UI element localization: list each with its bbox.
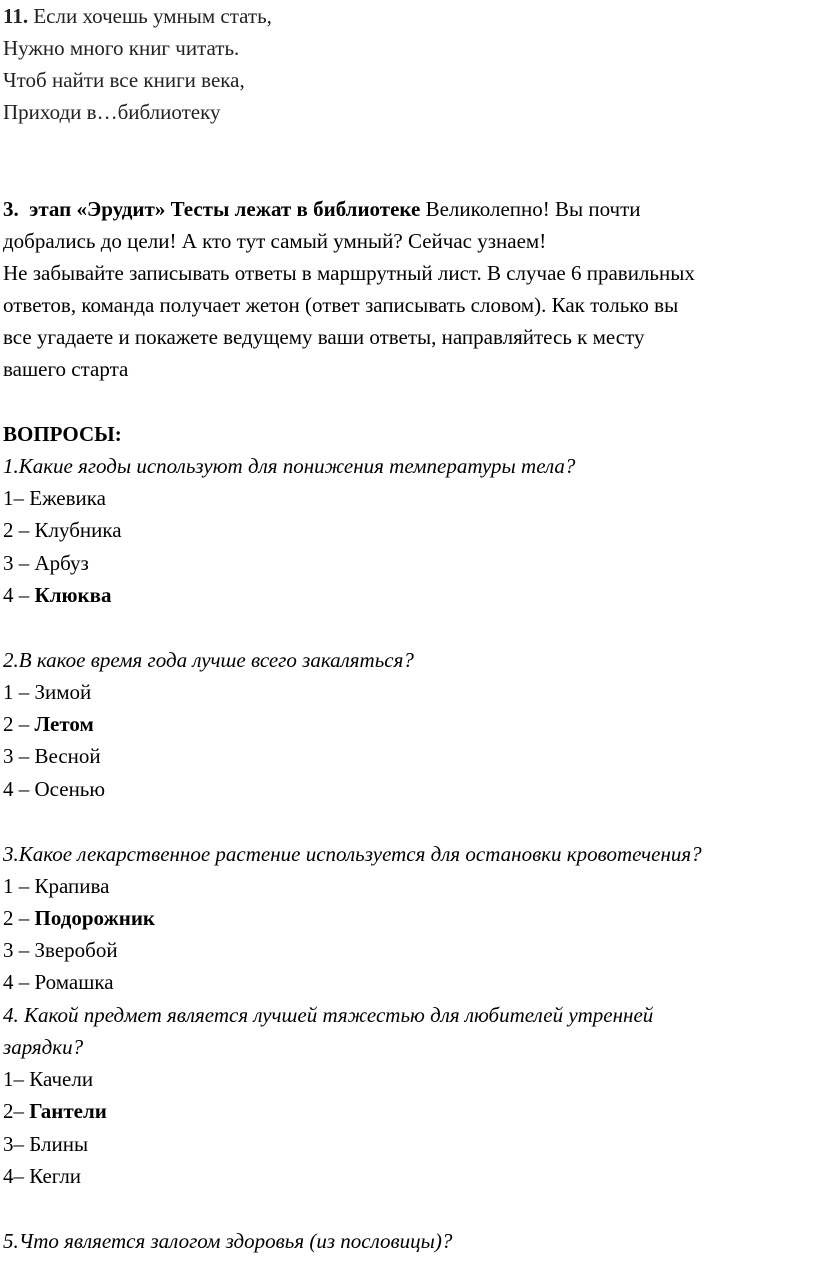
option-text: Качели [29, 1067, 94, 1091]
question-2-text: 2.В какое время года лучше всего закаляться? [3, 648, 414, 672]
option-prefix: 4 – [3, 970, 35, 994]
option-prefix: 1 – [3, 874, 35, 898]
question-2-option-4 [3, 773, 105, 805]
option-text: Кегли [29, 1164, 82, 1188]
option-text: Весной [34, 744, 101, 768]
question-1-option-1 [3, 482, 106, 514]
question-1-option-2 [3, 514, 122, 546]
correct-answer: Летом [34, 712, 94, 736]
question-4-option-3 [3, 1128, 88, 1160]
stage-intro-line-5: все угадаете и покажете ведущему ваши ответы, направляйтесь к месту [3, 325, 645, 349]
stage-intro-text: Великолепно! Вы почти [425, 197, 641, 221]
stage-intro-line-2: добрались до цели! А кто тут самый умный? Сейчас узнаем! [3, 229, 547, 253]
correct-answer: Подорожник [34, 906, 156, 930]
question-3-option-3 [3, 934, 118, 966]
question-3-text: 3.Какое лекарственное растение используется для остановки кровотечения? [3, 842, 702, 866]
question-2-option-2 [3, 708, 94, 740]
option-prefix: 1– [3, 486, 30, 510]
question-1-option-3 [3, 547, 89, 579]
poem-number: 11. [3, 4, 29, 28]
option-prefix: 2 – [3, 518, 35, 542]
question-2-option-1 [3, 676, 91, 708]
stage-intro-line-3: Не забывайте записывать ответы в маршрутный лист. В случае 6 правильных [3, 261, 695, 285]
question-4-option-2 [3, 1095, 107, 1127]
option-prefix: 4 – [3, 583, 35, 607]
question-3-option-4 [3, 966, 114, 998]
question-4-text-line-1: 4. Какой предмет является лучшей тяжестью для любителей утренней [3, 1003, 654, 1027]
option-prefix: 1 – [3, 680, 35, 704]
stage-heading-line [3, 193, 641, 225]
stage-intro-line-4: ответов, команда получает жетон (ответ записывать словом). Как только вы [3, 293, 679, 317]
option-prefix: 3 – [3, 938, 35, 962]
question-2-option-3 [3, 740, 101, 772]
option-prefix: 3 – [3, 744, 35, 768]
poem-line-3: Чтоб найти все книги века, [3, 68, 245, 92]
question-3-option-2 [3, 902, 155, 934]
poem-text: Если хочешь умным стать, [33, 4, 272, 28]
question-4-option-4 [3, 1160, 81, 1192]
poem-line-4: Приходи в…библиотеку [3, 100, 221, 124]
option-prefix: 2 – [3, 906, 35, 930]
stage-title: этап «Эрудит» Тесты лежат в библиотеке [29, 197, 421, 221]
option-prefix: 3 – [3, 551, 35, 575]
option-prefix: 1– [3, 1067, 30, 1091]
option-text: Клубника [34, 518, 122, 542]
poem-line-2: Нужно много книг читать. [3, 36, 240, 60]
question-4-option-1 [3, 1063, 93, 1095]
option-prefix: 4– [3, 1164, 30, 1188]
option-text: Крапива [34, 874, 110, 898]
option-prefix: 2– [3, 1099, 30, 1123]
option-text: Арбуз [34, 551, 89, 575]
questions-heading: ВОПРОСЫ: [3, 422, 122, 446]
question-4-text-line-2: зарядки? [3, 1035, 84, 1059]
option-prefix: 4 – [3, 777, 35, 801]
poem-line-1 [3, 0, 272, 32]
option-prefix: 3– [3, 1132, 30, 1156]
option-prefix: 2 – [3, 712, 35, 736]
stage-number: 3. [3, 197, 19, 221]
question-1-option-4 [3, 579, 112, 611]
question-3-option-1 [3, 870, 110, 902]
option-text: Ромашка [34, 970, 114, 994]
correct-answer: Клюква [34, 583, 112, 607]
option-text: Блины [29, 1132, 89, 1156]
stage-intro-line-6: вашего старта [3, 357, 129, 381]
option-text: Зверобой [34, 938, 118, 962]
option-text: Осенью [34, 777, 106, 801]
correct-answer: Гантели [29, 1099, 107, 1123]
option-text: Ежевика [29, 486, 106, 510]
question-1-text: 1.Какие ягоды используют для понижения температуры тела? [3, 454, 576, 478]
option-text: Зимой [34, 680, 92, 704]
question-5-text: 5.Что является залогом здоровья (из пословицы)? [3, 1229, 453, 1253]
